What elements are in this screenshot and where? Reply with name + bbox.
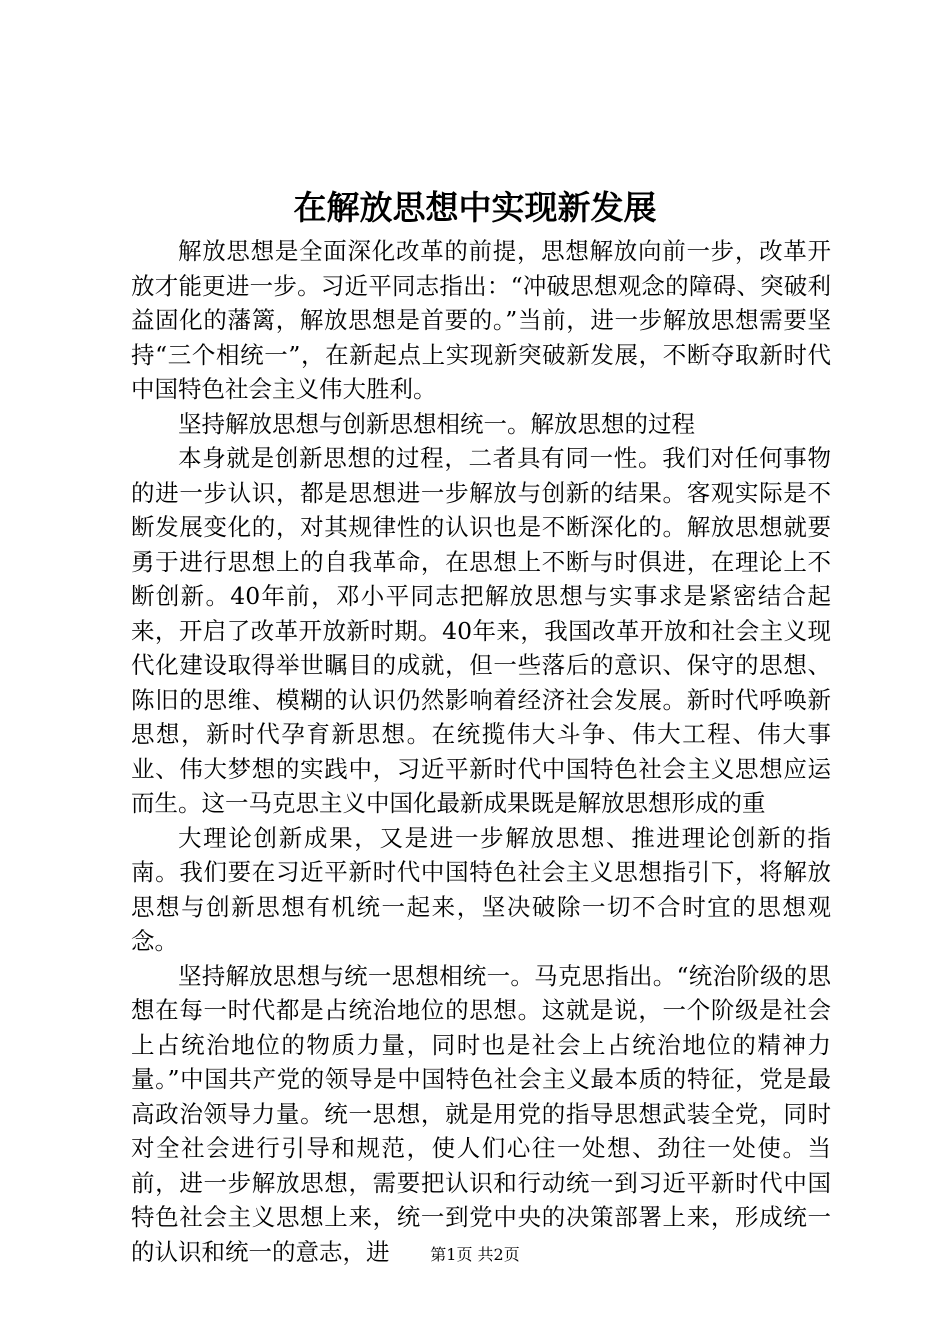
page-footer: 第1页 共2页 [430,1245,520,1264]
document-body [131,234,831,1269]
paragraph-intro: 解放思想是全面深化改革的前提，思想解放向前一步，改革开放才能更进一步。习近平同志指出：“冲破思想观念的障碍、突破利益固化的藩篱，解放思想是首要的。”当前，进一步解放思想需要坚持“三个相统一”，在新起点上实现新突破新发展，不断夺取新时代中国特色社会主义伟大胜利。 [131,237,831,403]
paragraph-section-heading-1: 坚持解放思想与创新思想相统一。解放思想的过程 [178,409,695,438]
paragraph-unity: 坚持解放思想与统一思想相统一。马克思指出。“统治阶级的思想在每一时代都是占统治地位的思想。这就是说，一个阶级是社会上占统治地位的物质力量，同时也是社会上占统治地位的精神力量。”中国共产党的领导是中国特色社会主义最本质的特征，党是最高政治领导力量。统一思想，就是用党的指导思想武装全党，同时对全社会进行引导和规范，使人们心往一处想、劲往一处使。当前，进一步解放思想，需要把认识和行动统一到习近平新时代中国特色社会主义思想上来，统一到党中央的决策部署上来，形成统一的认识和统一的意志，进 [131,961,831,1266]
paragraph-innovation: 本身就是创新思想的过程，二者具有同一性。我们对任何事物的进一步认识，都是思想进一步解放与创新的结果。客观实际是不断发展变化的，对其规律性的认识也是不断深化的。解放思想就要勇于进行思想上的自我革命，在思想上不断与时俱进，在理论上不断创新。40年前，邓小平同志把解放思想与实事求是紧密结合起来，开启了改革开放新时期。40年来，我国改革开放和社会主义现代化建设取得举世瞩目的成就，但一些落后的意识、保守的思想、陈旧的思维、模糊的认识仍然影响着经济社会发展。新时代呼唤新思想，新时代孕育新思想。在统揽伟大斗争、伟大工程、伟大事业、伟大梦想的实践中，习近平新时代中国特色社会主义思想应运而生。这一马克思主义中国化最新成果既是解放思想形成的重 [131,444,831,817]
paragraph-theory-guide: 大理论创新成果，又是进一步解放思想、推进理论创新的指南。我们要在习近平新时代中国特色社会主义思想指引下，将解放思想与创新思想有机统一起来，坚决破除一切不合时宜的思想观念。 [131,823,831,955]
document-title: 在解放思想中实现新发展 [293,188,657,227]
